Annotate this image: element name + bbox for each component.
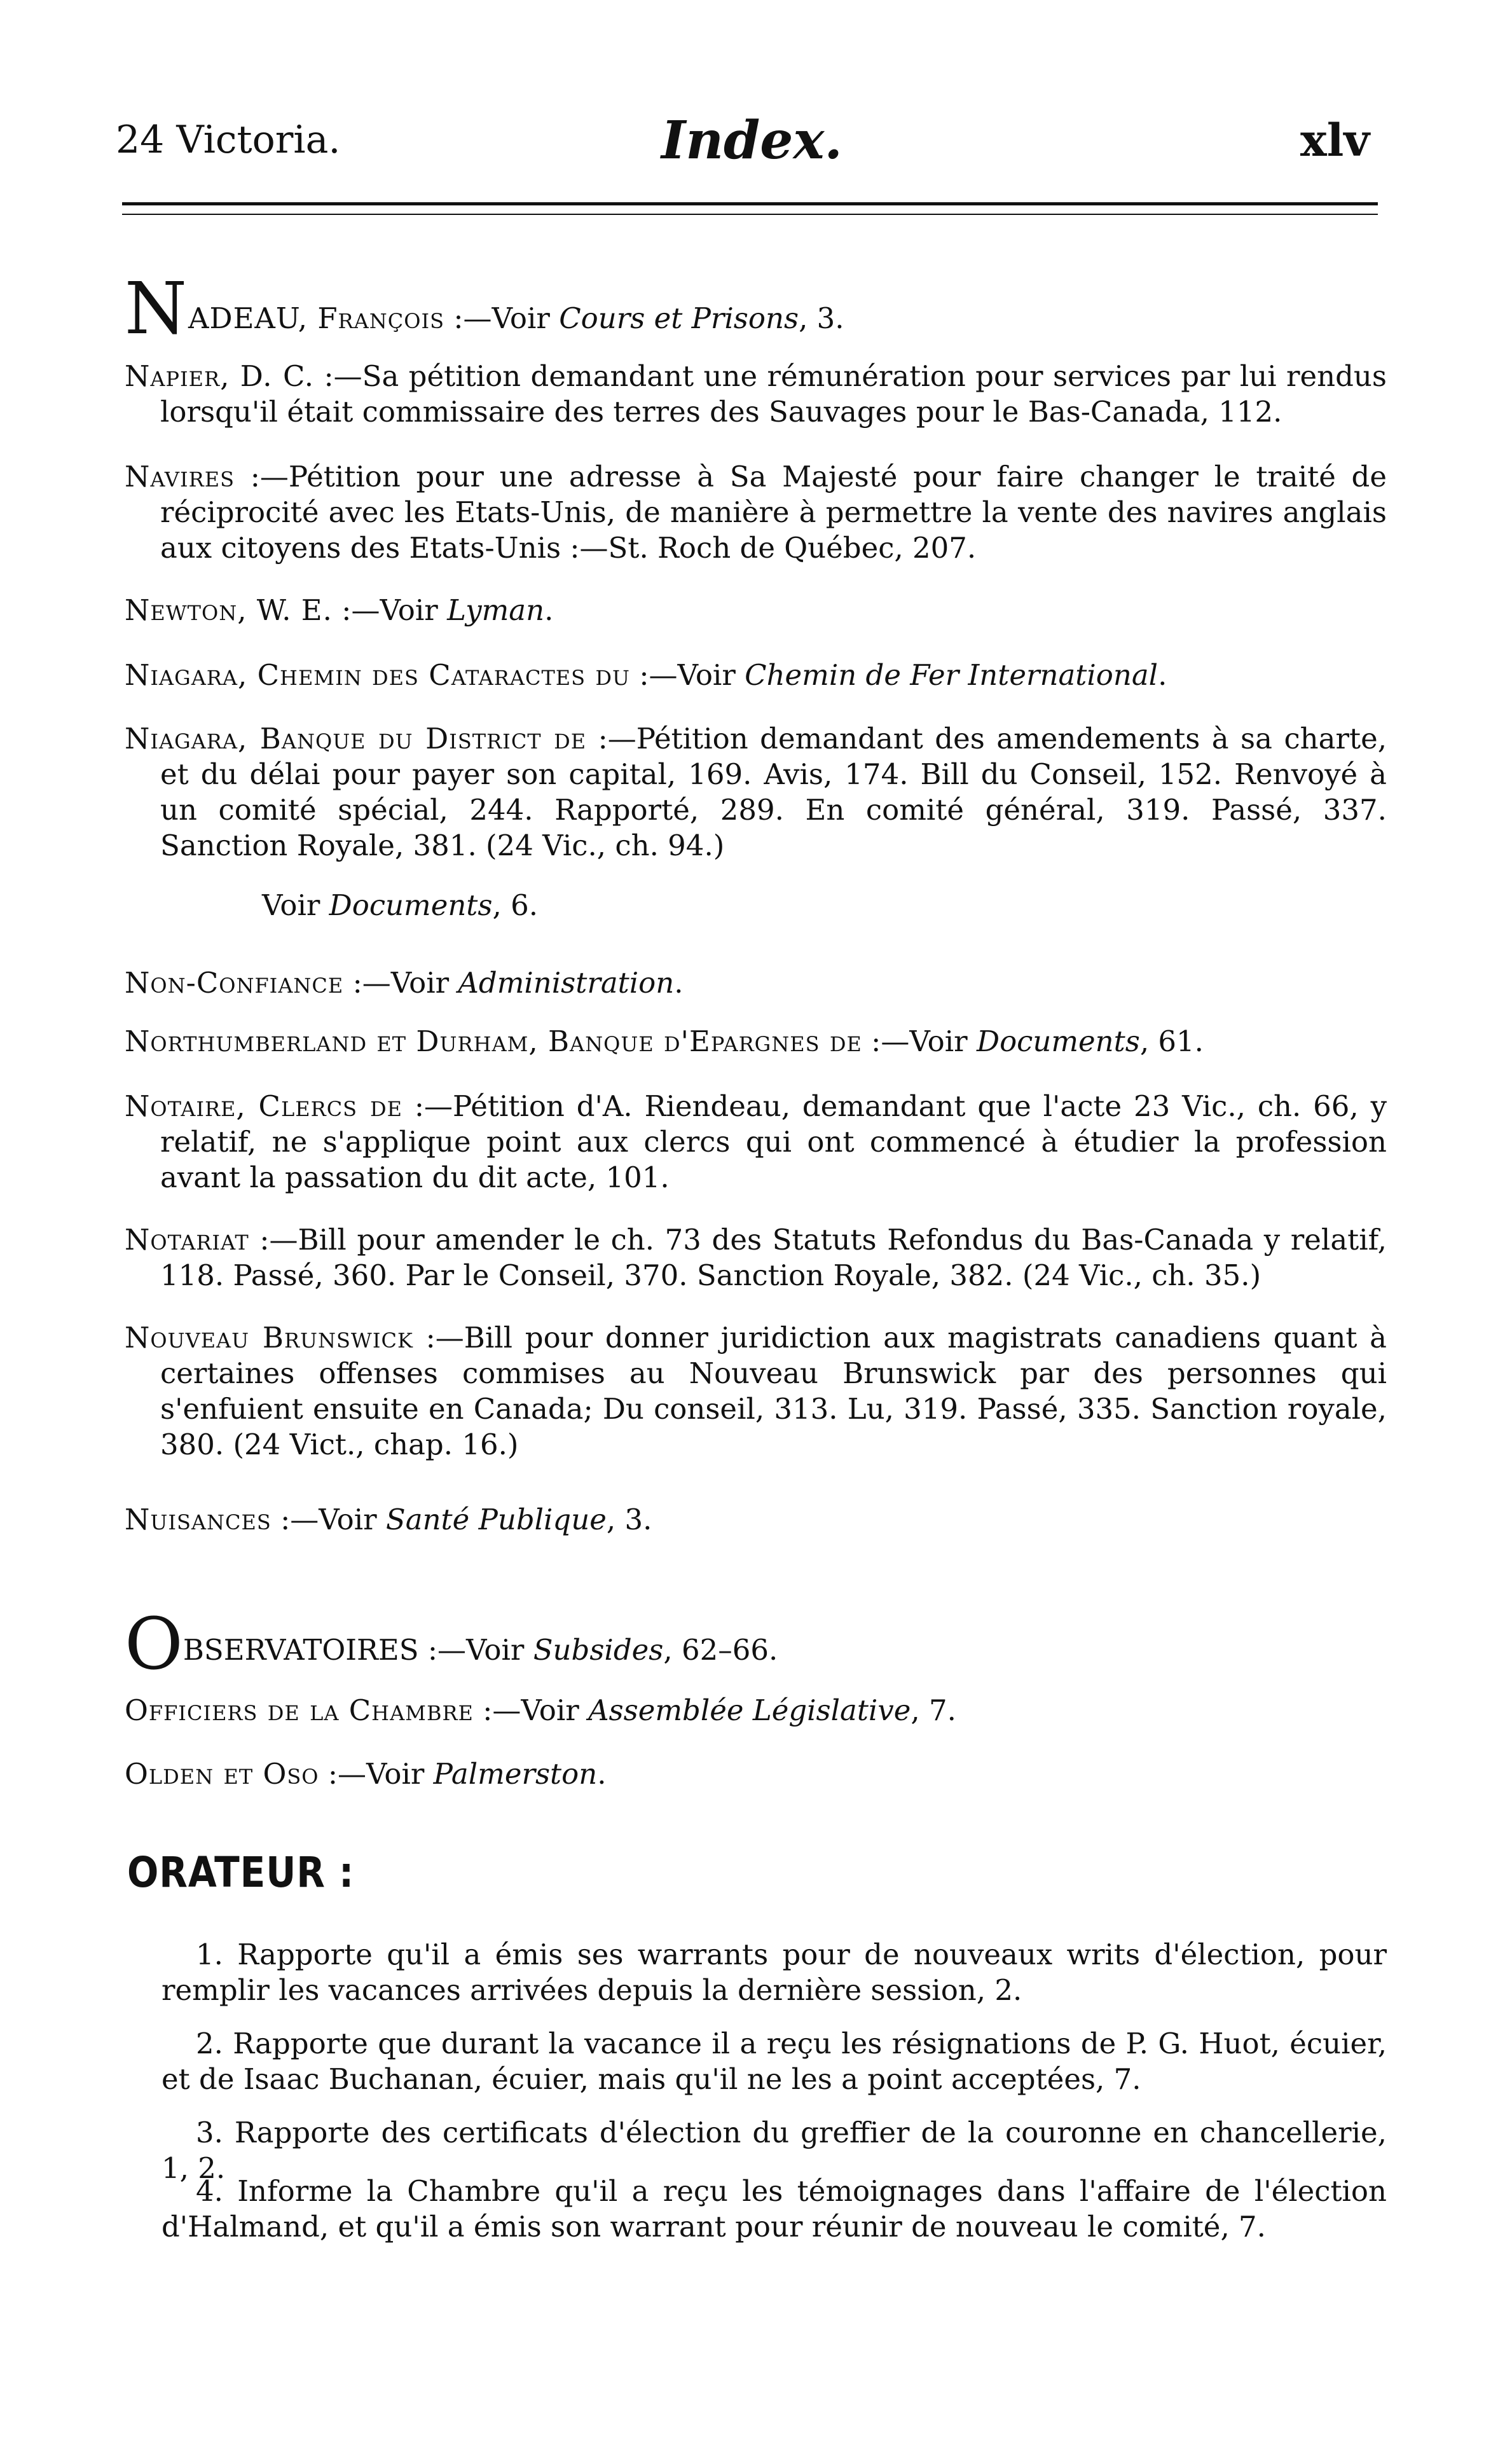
entry-notariat [125, 1222, 1387, 1293]
header-rule-thick [122, 202, 1378, 205]
orateur-item-3: 3. Rapporte des certificats d'élection du greffier de la couronne en chancellerie, 1, 2. [162, 2116, 1387, 2185]
entry-ref: Assemblée Législative [588, 1693, 911, 1727]
entry-head: Olden et Oso [125, 1757, 319, 1791]
entry-ref: Chemin de Fer International [745, 658, 1158, 692]
entry-ref: Administration [458, 966, 675, 1000]
running-head-title: Index. [661, 110, 842, 171]
voir-ref: Documents [329, 888, 493, 922]
entry-head: Non-Confiance [125, 966, 344, 1000]
drop-initial-n: N [125, 268, 187, 350]
entry-ref: Documents [976, 1024, 1140, 1058]
entry-head: Nouveau Brunswick [125, 1321, 413, 1354]
entry-tail: , 62–66. [663, 1633, 778, 1667]
entry-text: :—Voir [352, 966, 458, 1000]
running-head-volume: 24 Victoria. [116, 118, 341, 162]
entry-text: :—Voir [327, 1757, 434, 1791]
entry-ref: Subsides [533, 1633, 664, 1667]
orateur-item-1: 1. Rapporte qu'il a émis ses warrants pour de nouveaux writs d'élection, pour remplir les vacances arrivées depuis la dernière session, 2. [162, 1938, 1387, 2007]
entry-napier [125, 359, 1387, 430]
entry-head: ADEAU, François [188, 301, 445, 335]
entry-officiers [125, 1693, 1387, 1728]
entry-tail: . [674, 966, 684, 1000]
entry-tail: , 3. [799, 301, 844, 335]
entry-notaire [125, 1089, 1387, 1196]
header-rule-thin [122, 214, 1378, 215]
entry-nadeau [125, 268, 1387, 350]
entry-tail: . [597, 1757, 607, 1791]
entry-non-confiance [125, 965, 1387, 1001]
entry-ref: Lyman [447, 593, 545, 627]
entry-newton [125, 593, 1387, 628]
entry-head: Niagara, Banque du District de [125, 722, 587, 755]
voir-tail: , 6. [492, 888, 539, 922]
entry-text: :—Voir [280, 1503, 386, 1536]
entry-text: :—Sa pétition demandant une rémunération pour services par lui rendus lorsqu'il était commissaire des terres des Sauvages pour le Bas-Canada, 112. [160, 359, 1387, 429]
entry-text: :—Bill pour donner juridiction aux magistrats canadiens quant à certaines offenses commises au Nouveau Brunswick par des personnes qui s'enfuient ensuite en Canada; Du conseil, 313. Lu, 319. Passé, 335. Sanction royale, 380. (24 Vict., chap. 16.) [160, 1321, 1387, 1461]
entry-head: Newton, W. E. [125, 593, 333, 627]
drop-initial-o: O [125, 1603, 183, 1686]
entry-text: :—Voir [871, 1024, 977, 1058]
entry-ref: Santé Publique [385, 1503, 607, 1536]
entry-text: :—Voir [427, 1633, 533, 1667]
entry-observatoires [125, 1603, 1387, 1686]
entry-head: Napier, D. C. [125, 359, 315, 393]
voir-text: Voir [262, 888, 329, 922]
entry-nouveau-brunswick [125, 1320, 1387, 1463]
entry-text: :—Voir [483, 1693, 589, 1727]
entry-head: Northumberland et Durham, Banque d'Epargnes de [125, 1024, 862, 1058]
entry-nuisances [125, 1502, 1387, 1538]
entry-text: :—Pétition d'A. Riendeau, demandant que l'acte 23 Vic., ch. 66, y relatif, ne s'applique point aux clercs qui ont commencé à étudier la profession avant la passation du dit acte, 101. [160, 1089, 1387, 1194]
entry-northumberland [125, 1024, 1387, 1059]
entry-niagara-chemin [125, 658, 1387, 693]
entry-tail: , 7. [911, 1693, 956, 1727]
entry-tail: , 3. [606, 1503, 652, 1536]
entry-text: :—Pétition demandant des amendements à sa charte, et du délai pour payer son capital, 169. Avis, 174. Bill du Conseil, 152. Renvoyé à un comité spécial, 244. Rapporté, 289. En comité général, 319. Passé, 337. Sanction Royale, 381. (24 Vic., ch. 94.) [160, 722, 1387, 862]
entry-ref: Cours et Prisons [559, 301, 799, 335]
entry-tail: , 61. [1139, 1024, 1204, 1058]
entry-head: Officiers de la Chambre [125, 1693, 474, 1727]
orateur-item-2: 2. Rapporte que durant la vacance il a reçu les résignations de P. G. Huot, écuier, et de Isaac Buchanan, écuier, mais qu'il ne les a point acceptées, 7. [162, 2027, 1387, 2096]
entry-head: Niagara, Chemin des Cataractes du [125, 658, 630, 692]
entry-head: Notaire, Clercs de [125, 1089, 402, 1123]
entry-text: :—Voir [341, 593, 448, 627]
entry-head: Notariat [125, 1223, 249, 1257]
entry-head: Nuisances [125, 1503, 271, 1536]
entry-head: Navires [125, 460, 235, 493]
entry-tail: . [1158, 658, 1167, 692]
entry-olden [125, 1756, 1387, 1792]
entry-text: :—Pétition pour une adresse à Sa Majesté pour faire changer le traité de réciprocité avec les Etats-Unis, de manière à permettre la vente des navires anglais aux citoyens des Etats-Unis :—St. Roch de Québec, 207. [160, 460, 1387, 565]
entry-text: :—Voir [639, 658, 745, 692]
entry-text: :—Voir [453, 301, 560, 335]
orateur-heading: ORATEUR : [127, 1848, 355, 1897]
page-number: xlv [1300, 114, 1370, 167]
entry-niagara-banque [125, 721, 1387, 864]
entry-text: :—Bill pour amender le ch. 73 des Statuts Refondus du Bas-Canada y relatif, 118. Passé, 360. Par le Conseil, 370. Sanction Royale, 382. (24 Vic., ch. 35.) [160, 1223, 1387, 1292]
entry-navires [125, 459, 1387, 566]
entry-niagara-banque-voir [262, 888, 538, 923]
entry-ref: Palmerston [433, 1757, 598, 1791]
entry-head: BSERVATOIRES [182, 1633, 419, 1667]
entry-tail: . [544, 593, 554, 627]
orateur-item-4: 4. Informe la Chambre qu'il a reçu les témoignages dans l'affaire de l'élection d'Halmand, et qu'il a émis son warrant pour réunir de nouveau le comité, 7. [162, 2174, 1387, 2244]
